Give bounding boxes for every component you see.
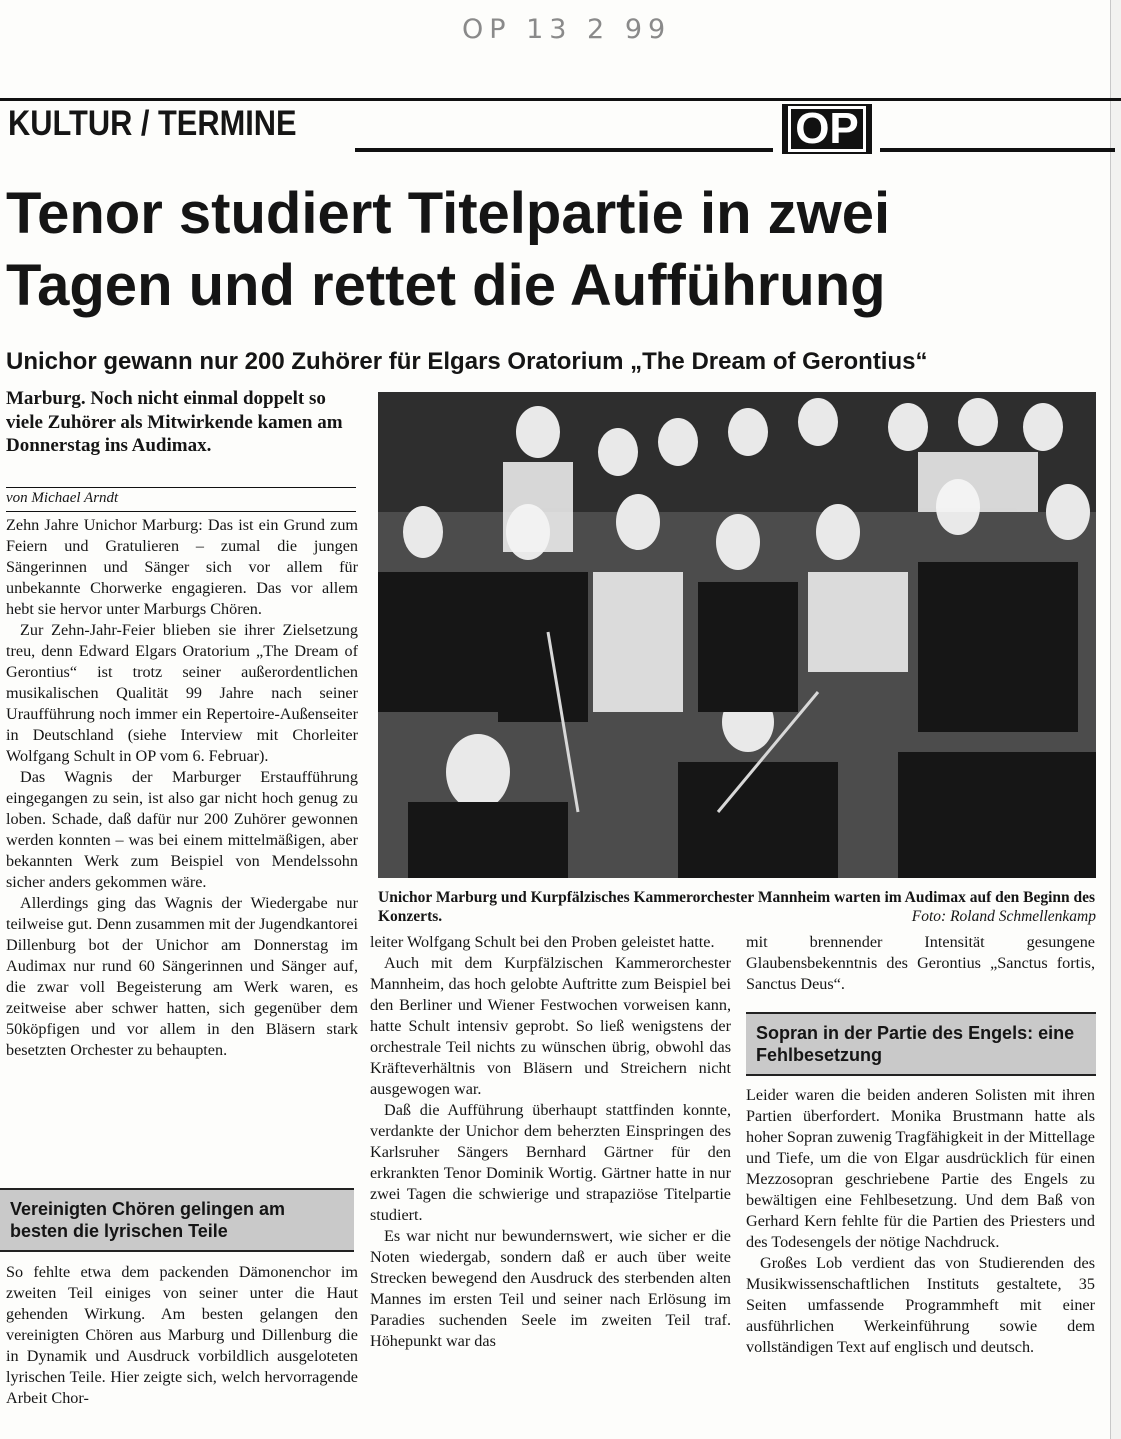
column-3-body bbox=[746, 1085, 1095, 1358]
column-3-top bbox=[746, 932, 1095, 995]
byline-rule-top bbox=[6, 487, 356, 488]
concert-photo bbox=[378, 392, 1096, 878]
col3b-paragraph: Leider waren die beiden anderen Solisten mit ihren Partien überfordert. Monika Brustmann hatte als hoher Sopran zuwenig Tragfähigkeit in der Mittellage und Tiefe, um die von Elgar ausdrücklich für einen Mezzosopran geschriebene Partie des Engels zu bewältigen eine Fehlbesetzung. Und dem Baß von Gerhard Kern fehlte für die Partien des Priesters und des Todesengels der nötige Nachdruck. bbox=[746, 1086, 1095, 1251]
lead-paragraph: Marburg. Noch nicht einmal doppelt so viele Zuhörer als Mitwirkende kamen am Donnerstag ins Audimax. bbox=[6, 388, 343, 456]
subheading-box-1: Vereinigten Chören gelingen am besten die lyrischen Teile bbox=[0, 1188, 354, 1252]
subheadline: Unichor gewann nur 200 Zuhörer für Elgars Oratorium „The Dream of Gerontius“ bbox=[6, 348, 928, 375]
col3b-paragraph: Großes Lob verdient das von Studierenden des Musikwissenschaftlichen Instituts gestaltete, 35 Seiten umfassende Programmheft mit einer ausführlichen Werkeinführung sowie dem vollständigen Text auf englisch und deutsch. bbox=[746, 1254, 1095, 1356]
section-rule-right bbox=[880, 148, 1115, 152]
byline: von Michael Arndt bbox=[6, 490, 119, 506]
caption-text: Unichor Marburg und Kurpfälzisches Kammerorchester Mannheim warten im Audimax auf den Beginn des Konzerts. bbox=[378, 889, 1096, 925]
column-1-body bbox=[6, 515, 358, 1061]
col2-paragraph: leiter Wolfgang Schult bei den Proben geleistet hatte. bbox=[370, 933, 715, 951]
photo-caption bbox=[378, 888, 1096, 926]
section-title: KULTUR / TERMINE bbox=[8, 104, 297, 143]
col1-paragraph: Zehn Jahre Unichor Marburg: Das ist ein Grund zum Feiern und Gratulieren – zumal die jungen Sängerinnen und Sänger sich vor allem für unbekannte Chorwerke engagieren. Das vor allem hebt sie hervor unter Marburgs Chören. bbox=[6, 516, 358, 618]
col2-paragraph: Daß die Aufführung überhaupt stattfinden konnte, verdankte der Unichor dem beherzten Einspringen des Karlsruher Sängers Bernhard Gärtner für den erkrankten Tenor Dominik Wortig. Gärtner hatte in nur zwei Tagen die schwierige und strapaziöse Titelpartie studiert. bbox=[370, 1101, 731, 1224]
col3-paragraph: mit brennender Intensität gesungene Glaubensbekenntnis des Gerontius „Sanctus fortis, Sanctus Deus“. bbox=[746, 933, 1095, 993]
subheading-box-2: Sopran in der Partie des Engels: eine Fehlbesetzung bbox=[746, 1012, 1096, 1076]
column-2-body bbox=[370, 932, 731, 1352]
col2-paragraph: Auch mit dem Kurpfälzischen Kammerorchester Mannheim, das hoch gelobte Auftritte zum Beispiel bei den Berliner und Wiener Festwochen vorweisen kann, hatte Schult intensiv geprobt. So ließ wenigstens der orchestrale Teil nichts zu wünschen übrig, obwohl das Kräfteverhältnis von Bläsern und Streichern nicht ausgewogen war. bbox=[370, 954, 731, 1098]
headline-line-2: Tagen und rettet die Aufführung bbox=[6, 253, 886, 318]
photo-credit: Foto: Roland Schmellenkamp bbox=[911, 908, 1096, 925]
headline bbox=[6, 178, 1116, 322]
column-1-continued bbox=[6, 1262, 358, 1409]
section-rule-left bbox=[355, 148, 773, 152]
newspaper-logo bbox=[782, 104, 872, 154]
top-rule bbox=[0, 98, 1121, 101]
photo-illustration bbox=[378, 392, 1096, 878]
col2-paragraph: Es war nicht nur bewundernswert, wie sicher er die Noten wiedergab, sondern daß er auch über weite Strecken bewegend den Ausdruck des sterbenden alten Mannes im ersten Teil und seiner nach Erlösung im Paradies suchenden Seele im zweiten Teil traf. Höhepunkt war das bbox=[370, 1227, 731, 1350]
handwritten-date-note: OP 13 2 99 bbox=[462, 14, 672, 45]
byline-rule-bottom bbox=[6, 511, 356, 512]
logo-text: OP bbox=[788, 106, 866, 152]
col1b-paragraph: So fehlte etwa dem packenden Dämonenchor im zweiten Teil einiges von seiner unter die Haut gehenden Wirkung. Am besten gelangen den vereinigten Chören aus Marburg und Dillenburg die in Dynamik und Ausdruck vorbildlich ausgeloteten lyrischen Teile. Hier zeigte sich, welch hervorragende Arbeit Chor- bbox=[6, 1263, 358, 1407]
col1-paragraph: Zur Zehn-Jahr-Feier blieben sie ihrer Zielsetzung treu, denn Edward Elgars Oratorium „The Dream of Gerontius“ ist trotz seiner außerordentlichen musikalischen Qualität 99 Jahre nach seiner Uraufführung noch immer ein Repertoire-Außenseiter in Deutschland (siehe Interview mit Chorleiter Wolfgang Schult in OP vom 6. Februar). bbox=[6, 621, 358, 765]
col1-paragraph: Das Wagnis der Marburger Erstaufführung eingegangen zu sein, ist also gar nicht hoch genug zu loben. Schade, daß dafür nur 200 Zuhörer gewonnen werden konnten – was bei einem mittelmäßigen, aber bekannten Werk zum Beispiel von Mendelssohn sicher anders gekommen wäre. bbox=[6, 768, 358, 891]
col1-paragraph: Allerdings ging das Wagnis der Wiedergabe nur teilweise gut. Denn zusammen mit der Jugendkantorei Dillenburg bot der Unichor am Donnerstag im Audimax nur rund 60 Sängerinnen und Sänger auf, die zwar voll Begeisterung am Werk waren, es zeitweise aber schwer hatten, sich gegenüber dem 50köpfigen und vor allem in den Bläsern stark besetzten Orchester zu behaupten. bbox=[6, 894, 358, 1059]
headline-line-1: Tenor studiert Titelpartie in zwei bbox=[6, 181, 891, 246]
